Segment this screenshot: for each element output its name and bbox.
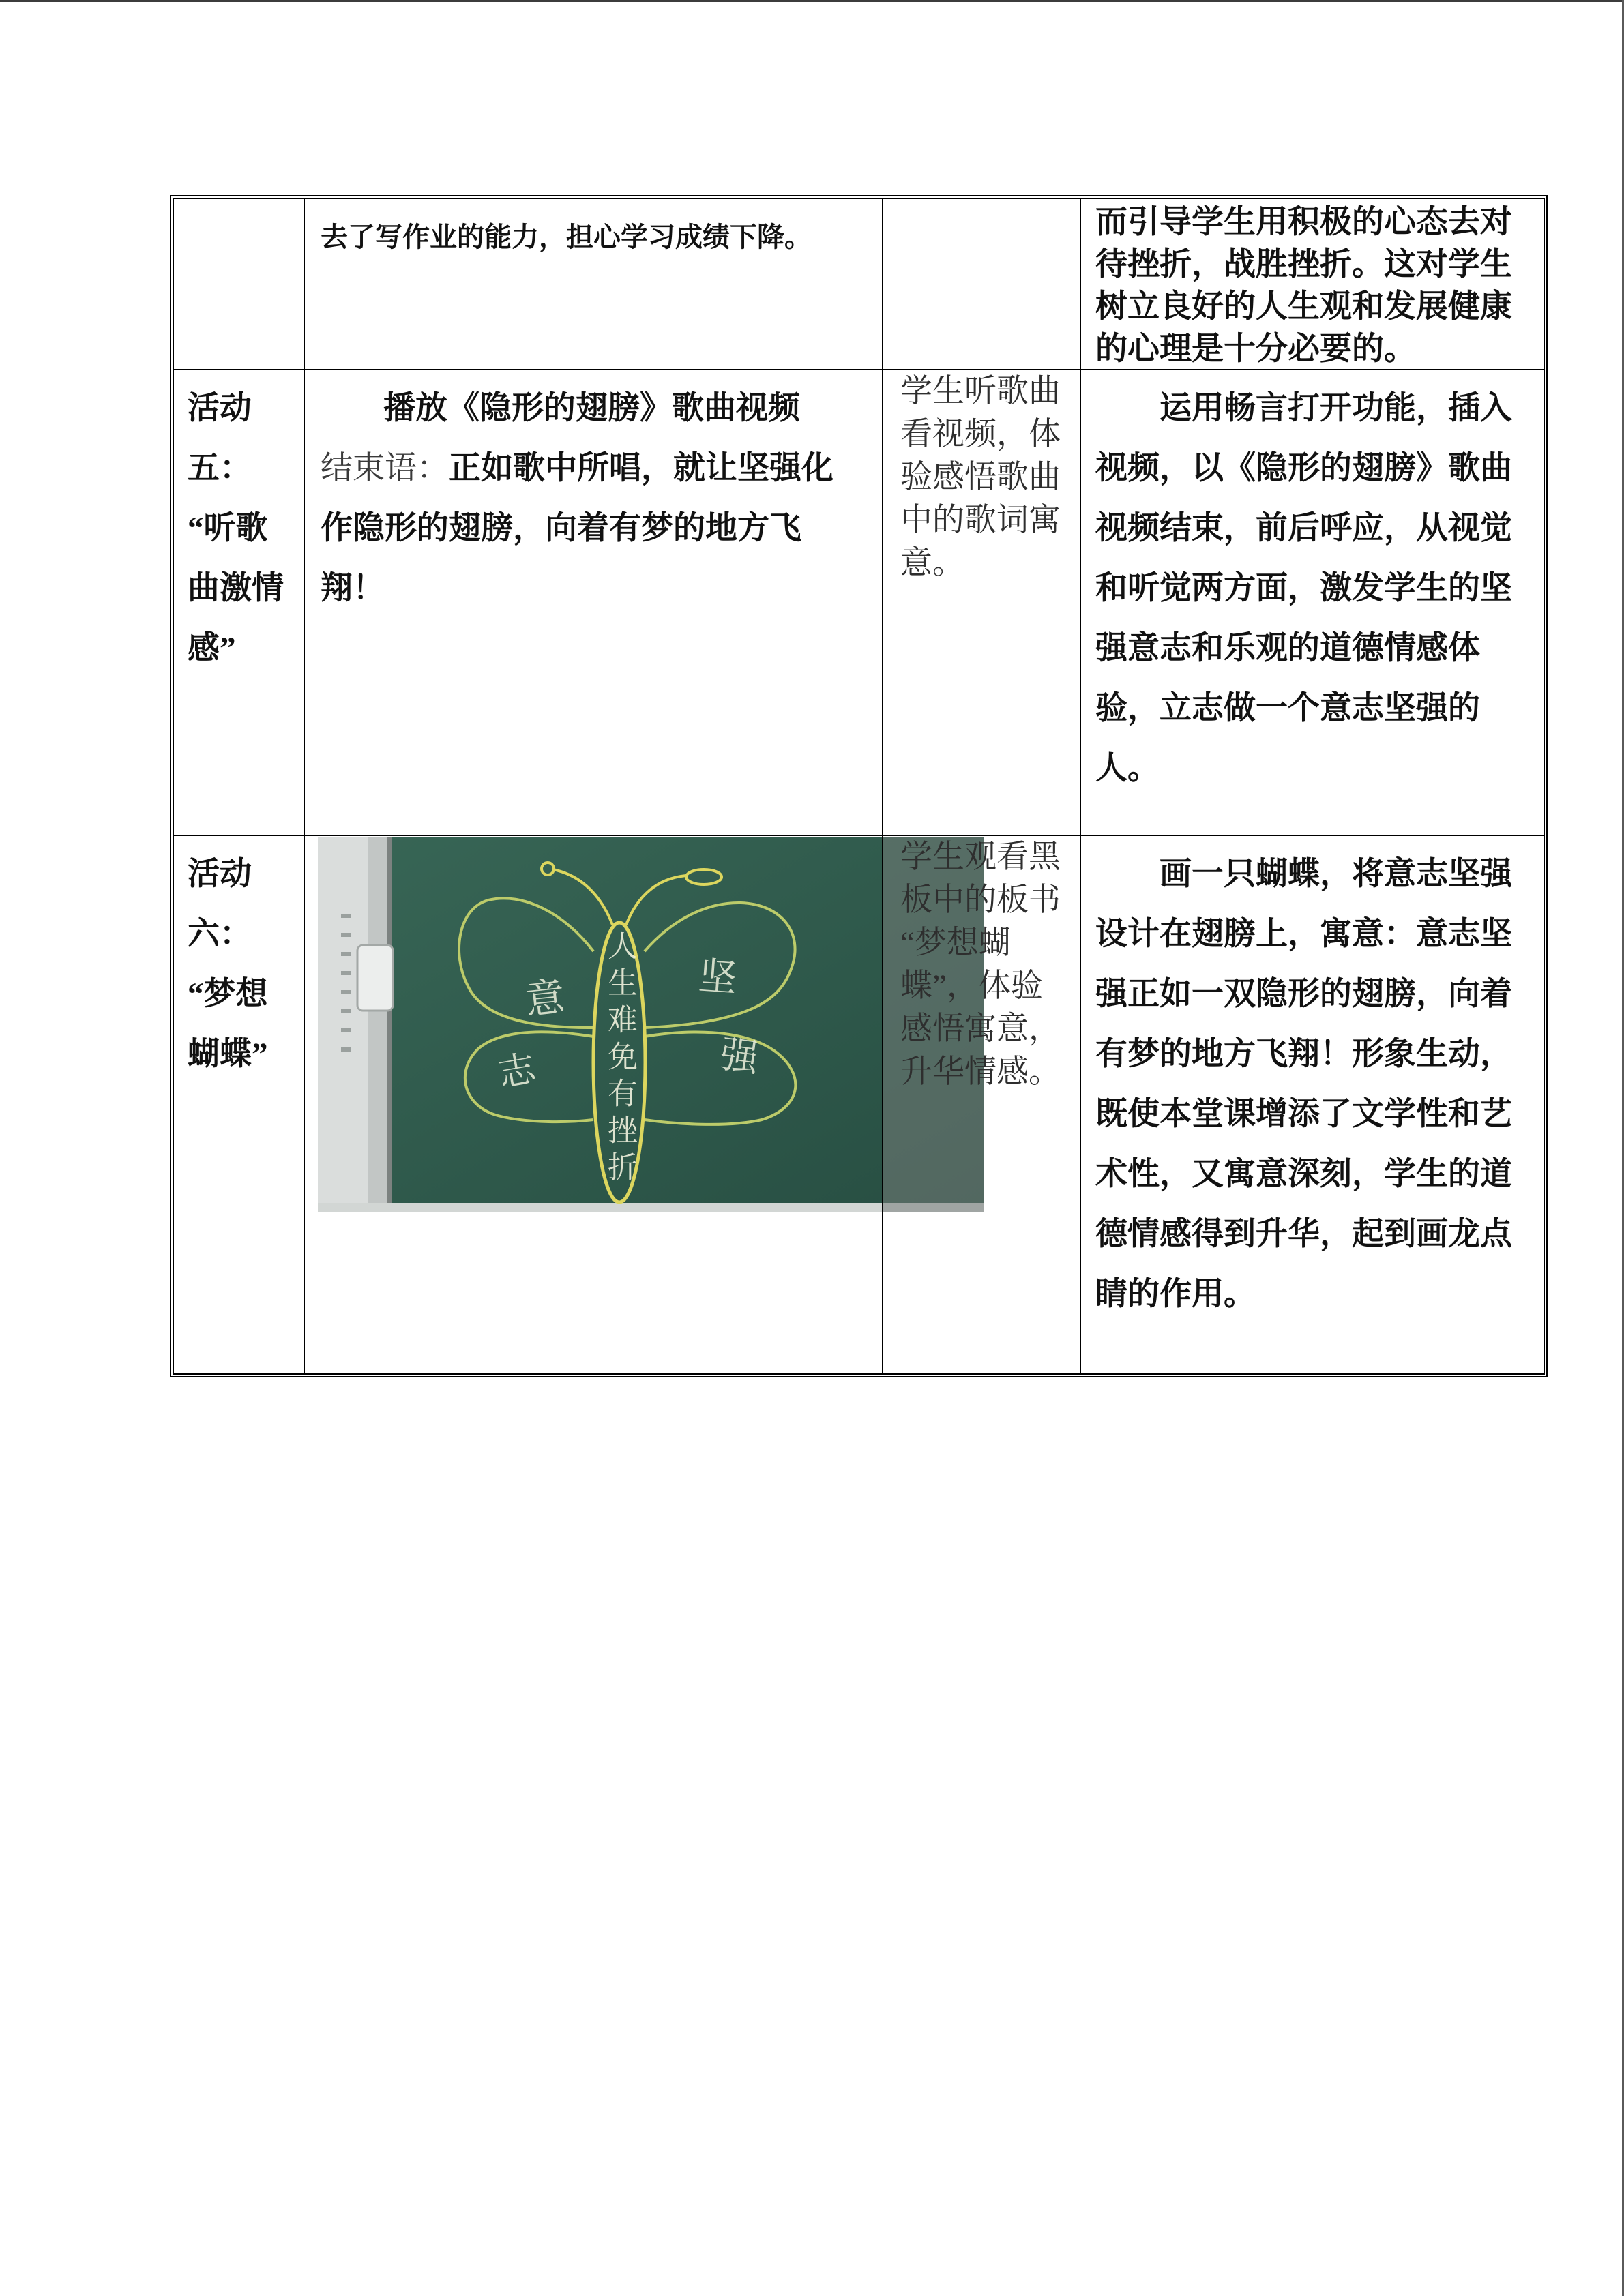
design-intent-text: 运用畅言打开功能，插入 视频，以《隐形的翅膀》歌曲 视频结束，前后呼应，从视觉 和听觉两方面，激发学生的坚 强意志和乐观的道德情感体 验，立志做一个意志坚强的 人。 [1095,391,1512,786]
design-intent-text: 而引导学生用积极的心态去对 待挫折，战胜挫折。这对学生 树立良好的人生观和发展健康 的心理是十分必要的。 [1095,205,1512,367]
student-activity-text: 学生观看黑 板中的板书 “梦想蝴 蝶”，体验 感悟寓意， 升华情感。 [900,839,1061,1090]
closing-label: 结束语： [321,451,449,486]
student-activity-text: 学生听歌曲 看视频，体 验感悟歌曲 中的歌词寓 意。 [900,374,1061,581]
chalk-right-wing-char: 坚 [696,954,739,1001]
chalk-body-text: 人生难免有挫折 [602,930,637,1188]
page-top-edge [0,0,1624,2]
row3-content-cell [305,836,883,1373]
chalk-left-wing-char: 志 [494,1046,539,1096]
closing-text: 正如歌中所唱，就让坚强化 作隐形的翅膀，向着有梦的地方飞 翔！ [321,451,833,606]
activity-label: 活动 五： “听歌 曲激情 感” [188,391,284,666]
row2-content-cell [305,370,883,836]
row3-activity-cell [174,836,305,1373]
content-heading: 播放《隐形的翅膀》歌曲视频 [383,391,800,426]
row2-design-cell [1081,370,1544,836]
row3-student-cell [883,836,1081,1373]
row1-student-cell [883,199,1081,370]
row1-content-cell [305,199,883,370]
row1-activity-cell [174,199,305,370]
row3-design-cell [1081,836,1544,1373]
row2-activity-cell [174,370,305,836]
activity-label: 活动 六： “梦想 蝴蝶” [188,856,268,1072]
design-intent-text: 画一只蝴蝶，将意志坚强 设计在翅膀上，寓意：意志坚 强正如一双隐形的翅膀，向着 有梦的地方飞翔！形象生动， 既使本堂课增添了文学性和艺 术性，又寓意深刻，学生的道 德情感得到升华，起到画龙点 睛的作用。 [1095,856,1512,1312]
row2-student-cell [883,370,1081,836]
lesson-plan-table [170,195,1548,1377]
closing-remark [321,438,882,618]
chalk-left-wing-char: 意 [522,973,567,1024]
content-text: 去了写作业的能力，担心学习成绩下降。 [321,222,812,252]
chalk-right-wing-char: 强 [717,1032,762,1082]
row1-design-cell [1081,199,1544,370]
